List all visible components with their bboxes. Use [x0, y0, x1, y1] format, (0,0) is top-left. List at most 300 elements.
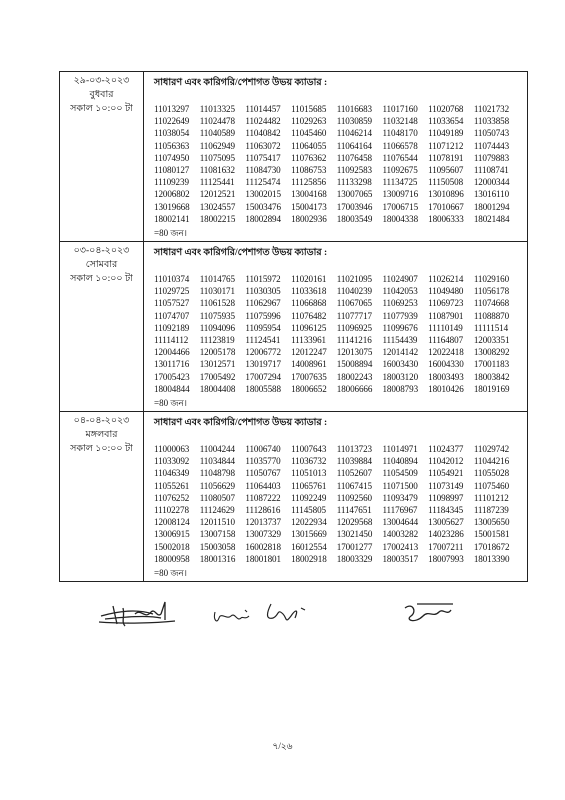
roll-number: 12003351	[473, 335, 510, 346]
roll-number: 12014142	[382, 347, 419, 358]
candidate-count: =80 জন।	[154, 398, 187, 409]
roll-number: 16003430	[382, 359, 419, 370]
page-number: ৭/২৬	[272, 741, 293, 751]
roll-number: 11029742	[473, 444, 510, 455]
roll-number: 18006333	[428, 213, 464, 224]
roll-number: 11075935	[199, 310, 235, 321]
roll-number: 11054921	[428, 468, 464, 479]
roll-number: 11039884	[336, 456, 372, 467]
roll-number: 14003282	[382, 529, 419, 540]
roll-number: 11030859	[336, 116, 372, 127]
roll-number: 11065761	[291, 480, 327, 491]
roll-number: 13004168	[291, 189, 327, 200]
roll-number: 11124541	[245, 335, 281, 346]
roll-row	[154, 273, 527, 285]
roll-number: 11046214	[336, 128, 372, 139]
roll-number: 11042012	[428, 456, 464, 467]
roll-number: 12011510	[199, 517, 235, 528]
roll-number: 11055261	[154, 480, 190, 491]
roll-number: 11063072	[245, 140, 281, 151]
roll-row	[154, 346, 527, 358]
roll-row	[154, 213, 527, 225]
roll-number: 11006740	[245, 444, 281, 455]
roll-number: 11078191	[428, 152, 464, 163]
roll-row	[154, 285, 527, 297]
roll-number: 11092189	[154, 322, 190, 333]
roll-number: 11057527	[154, 298, 190, 309]
roll-number: 18019169	[473, 383, 510, 394]
roll-number: 11108741	[473, 165, 509, 176]
roll-number: 11074443	[473, 140, 510, 151]
roll-number: 18001316	[199, 553, 236, 564]
roll-number: 11176967	[382, 505, 418, 516]
roll-number: 15002018	[154, 541, 190, 552]
signatures	[95, 594, 495, 640]
roll-number: 11154439	[382, 335, 418, 346]
roll-number: 11069253	[382, 298, 418, 309]
roll-row	[154, 383, 527, 395]
roll-number: 14023286	[428, 529, 464, 540]
roll-number: 11014971	[382, 444, 418, 455]
roll-number: 11145805	[291, 505, 326, 516]
roll-number: 11020768	[428, 104, 464, 114]
roll-number: 11111514	[473, 322, 509, 333]
roll-number: 18005588	[245, 383, 281, 394]
roll-number: 13019668	[154, 201, 190, 212]
roll-number: 11067065	[336, 298, 372, 309]
roll-number: 13002015	[245, 189, 281, 200]
date-cell	[60, 242, 144, 412]
schedule-row	[60, 242, 528, 412]
roll-number: 11035770	[245, 456, 281, 467]
roll-number: 17006715	[382, 201, 419, 212]
roll-number: 12006772	[245, 347, 281, 358]
roll-number: 11050743	[473, 128, 510, 139]
roll-row	[154, 188, 527, 200]
roll-number: 11040239	[336, 286, 372, 297]
roll-number: 11040894	[382, 456, 418, 467]
roll-number: 18003329	[336, 553, 373, 564]
roll-number: 11056363	[154, 140, 190, 151]
roll-number: 11147651	[336, 505, 372, 516]
roll-number: 11071500	[382, 480, 418, 491]
roll-number: 18002215	[199, 213, 236, 224]
roll-number: 11020161	[291, 274, 327, 285]
roll-row	[154, 310, 527, 322]
roll-number: 11064164	[336, 140, 372, 151]
roll-number: 15001581	[473, 529, 510, 540]
roll-number: 11048170	[382, 128, 418, 139]
roll-number: 11017160	[382, 104, 418, 114]
roll-number: 11013325	[199, 104, 235, 114]
roll-number: 11033618	[291, 286, 327, 297]
roll-number: 11067415	[336, 480, 372, 491]
roll-number: 11046349	[154, 468, 190, 479]
roll-number: 11030171	[199, 286, 235, 297]
roll-number: 11074950	[154, 152, 190, 163]
roll-number: 11133961	[291, 335, 326, 346]
roll-number: 11080127	[154, 165, 190, 176]
roll-number: 11125474	[245, 177, 281, 188]
roll-number: 13005650	[473, 517, 510, 528]
roll-row	[154, 152, 527, 164]
roll-number: 11024482	[245, 116, 281, 127]
roll-number: 18002141	[154, 213, 190, 224]
roll-number: 11123819	[199, 335, 235, 346]
roll-number: 18003120	[382, 371, 419, 382]
roll-number: 11101212	[473, 492, 509, 503]
roll-number: 11033654	[428, 116, 464, 127]
roll-number: 11022649	[154, 116, 190, 127]
roll-number: 12004466	[154, 347, 190, 358]
roll-number: 11038054	[154, 128, 190, 139]
roll-number: 11094096	[199, 322, 235, 333]
roll-number: 11084730	[245, 165, 281, 176]
roll-number: 13009716	[382, 189, 419, 200]
roll-number: 18013390	[473, 553, 510, 564]
roll-row	[154, 127, 527, 139]
roll-number: 11049189	[428, 128, 464, 139]
roll-number: 11141216	[336, 335, 372, 346]
roll-number: 11064055	[291, 140, 327, 151]
roll-row	[154, 492, 527, 504]
roll-number: 11079883	[473, 152, 510, 163]
roll-number-block	[154, 103, 527, 225]
roll-number: 11124629	[199, 505, 235, 516]
roll-number: 18002243	[336, 371, 373, 382]
roll-number: 11052607	[336, 468, 372, 479]
roll-number: 18021484	[473, 213, 510, 224]
roll-number: 12008124	[154, 517, 190, 528]
exam-time: সকাল ১০:০০ টা	[70, 104, 133, 114]
roll-number: 18003493	[428, 371, 464, 382]
roll-number: 11061528	[199, 298, 235, 309]
exam-day: সোমবার	[85, 260, 118, 271]
signature-1	[99, 602, 175, 626]
roll-number: 11150508	[428, 177, 464, 188]
roll-number: 11062949	[199, 140, 235, 151]
roll-number: 15003476	[245, 201, 281, 212]
roll-number: 12012521	[199, 189, 236, 200]
roll-number: 11024907	[382, 274, 418, 285]
roll-number: 11049480	[428, 286, 464, 297]
roll-number: 11045460	[291, 128, 327, 139]
roll-number: 11040589	[199, 128, 235, 139]
roll-number: 11092583	[336, 165, 372, 176]
roll-number: 11056629	[199, 480, 235, 491]
roll-number: 11110149	[428, 322, 463, 333]
roll-number: 11044216	[473, 456, 510, 467]
roll-number: 11026214	[428, 274, 464, 285]
roll-number: 11184345	[428, 505, 464, 516]
roll-number: 13008292	[473, 347, 510, 358]
roll-number: 18002936	[291, 213, 327, 224]
roll-number: 11032148	[382, 116, 418, 127]
roll-number: 16012554	[291, 541, 327, 552]
roll-row	[154, 140, 527, 152]
roll-number: 11088870	[473, 310, 510, 321]
roll-number: 18003549	[336, 213, 373, 224]
roll-number: 11114112	[154, 335, 189, 346]
candidates-cell	[144, 72, 528, 242]
roll-number: 11187239	[473, 505, 509, 516]
roll-number: 18004844	[154, 383, 190, 394]
roll-number: 13007065	[336, 189, 373, 200]
roll-row	[154, 334, 527, 346]
roll-row	[154, 103, 527, 115]
roll-number: 13019717	[245, 359, 281, 370]
exam-day: মঙ্গলবার	[85, 430, 118, 441]
schedule-row	[60, 72, 528, 242]
roll-number: 15004173	[291, 201, 327, 212]
roll-number: 11021732	[473, 104, 510, 114]
roll-number-block	[154, 273, 527, 395]
roll-number: 11014765	[199, 274, 235, 285]
roll-row	[154, 443, 527, 455]
roll-number: 11034844	[199, 456, 235, 467]
roll-number: 11128616	[245, 505, 281, 516]
roll-number: 11074668	[473, 298, 510, 309]
roll-number: 11093479	[382, 492, 418, 503]
roll-number: 17002413	[382, 541, 419, 552]
roll-number: 18007993	[428, 553, 464, 564]
roll-number: 18006652	[291, 383, 327, 394]
roll-number: 11062967	[245, 298, 281, 309]
roll-row	[154, 467, 527, 479]
roll-number: 13024557	[199, 201, 236, 212]
roll-row	[154, 528, 527, 540]
roll-row	[154, 322, 527, 334]
roll-number: 11134725	[382, 177, 418, 188]
roll-number: 15008894	[336, 359, 373, 370]
roll-number: 11029160	[473, 274, 510, 285]
roll-number: 17001277	[336, 541, 373, 552]
roll-number: 13007158	[199, 529, 236, 540]
roll-number: 18008793	[382, 383, 419, 394]
roll-number: 11010374	[154, 274, 190, 285]
roll-number: 13010896	[428, 189, 464, 200]
roll-number: 12000344	[473, 177, 510, 188]
roll-number: 17010667	[428, 201, 464, 212]
roll-number: 11030305	[245, 286, 281, 297]
roll-number: 12005178	[199, 347, 236, 358]
roll-number: 12013075	[336, 347, 373, 358]
roll-number: 11013297	[154, 104, 190, 114]
roll-number: 17007635	[291, 371, 327, 382]
exam-date: ২৯-০৩-২০২৩	[73, 76, 130, 86]
roll-number: 18002918	[291, 553, 327, 564]
roll-number: 11074707	[154, 310, 190, 321]
roll-number: 17003946	[336, 201, 373, 212]
signature-2	[214, 610, 249, 621]
roll-number: 17005492	[199, 371, 236, 382]
roll-number: 13007329	[245, 529, 281, 540]
exam-time: সকাল ১০:০০ টা	[70, 274, 133, 285]
roll-row	[154, 541, 527, 553]
roll-number: 17018672	[473, 541, 510, 552]
roll-number: 11087222	[245, 492, 281, 503]
roll-number: 12022418	[428, 347, 464, 358]
roll-number: 18001294	[473, 201, 510, 212]
roll-number: 18001801	[245, 553, 281, 564]
roll-number: 18006666	[336, 383, 373, 394]
roll-number: 13021450	[336, 529, 373, 540]
roll-number: 11133298	[336, 177, 372, 188]
roll-number: 11013723	[336, 444, 372, 455]
roll-number: 11007643	[291, 444, 327, 455]
roll-number: 15003058	[199, 541, 236, 552]
roll-number: 11069723	[428, 298, 464, 309]
roll-number: 11102278	[154, 505, 189, 516]
roll-number: 11098997	[428, 492, 464, 503]
roll-row	[154, 504, 527, 516]
roll-number: 11055028	[473, 468, 510, 479]
roll-number: 13011716	[154, 359, 190, 370]
roll-number: 11077939	[382, 310, 418, 321]
roll-number: 11014457	[245, 104, 281, 114]
roll-number: 18003842	[473, 371, 510, 382]
roll-number: 11092675	[382, 165, 418, 176]
exam-time: সকাল ১০:০০ টা	[70, 444, 133, 455]
roll-number: 11076252	[154, 492, 190, 503]
roll-number: 17005423	[154, 371, 190, 382]
roll-number: 11033092	[154, 456, 190, 467]
candidates-cell	[144, 412, 528, 582]
roll-number: 18000958	[154, 553, 190, 564]
cadre-label: সাধারণ এবং কারিগরি/পেশাগত উভয় ক্যাডার :	[154, 78, 328, 88]
roll-number: 11075460	[473, 480, 510, 491]
roll-number: 11021095	[336, 274, 372, 285]
roll-number: 11076362	[291, 152, 327, 163]
schedule-table	[59, 71, 528, 582]
roll-row	[154, 455, 527, 467]
roll-number: 12006802	[154, 189, 190, 200]
roll-row	[154, 480, 527, 492]
roll-row	[154, 115, 527, 127]
roll-number: 11075095	[199, 152, 235, 163]
roll-number: 11087901	[428, 310, 464, 321]
exam-date: ০৪-০৪-২০২৩	[73, 416, 130, 427]
exam-date: ০৩-০৪-২০২৩	[73, 246, 130, 257]
roll-number: 11095607	[428, 165, 464, 176]
roll-number: 13015669	[291, 529, 327, 540]
roll-number: 11086753	[291, 165, 327, 176]
roll-number: 11000063	[154, 444, 190, 455]
candidate-count: =80 জন।	[154, 228, 187, 239]
roll-number: 11075996	[245, 310, 281, 321]
roll-number: 16002818	[245, 541, 281, 552]
roll-number: 13016110	[473, 189, 510, 200]
roll-number: 11076482	[291, 310, 327, 321]
roll-number: 11077717	[336, 310, 372, 321]
candidates-cell	[144, 242, 528, 412]
signature-4	[405, 604, 453, 621]
roll-number: 11050767	[245, 468, 281, 479]
roll-number: 11092560	[336, 492, 372, 503]
roll-number: 11066578	[382, 140, 418, 151]
roll-number-block	[154, 443, 527, 565]
roll-number: 13006915	[154, 529, 190, 540]
roll-number: 11125441	[199, 177, 235, 188]
roll-number: 13005627	[428, 517, 464, 528]
roll-number: 17007294	[245, 371, 281, 382]
roll-number: 11081632	[199, 165, 235, 176]
roll-number: 17001183	[473, 359, 510, 370]
roll-number: 12013737	[245, 517, 281, 528]
roll-number: 11029725	[154, 286, 190, 297]
candidate-count: =80 জন।	[154, 568, 187, 579]
roll-number: 17007211	[428, 541, 464, 552]
roll-row	[154, 371, 527, 383]
cadre-label: সাধারণ এবং কারিগরি/পেশাগত উভয় ক্যাডার :	[154, 248, 328, 259]
roll-number: 11096125	[291, 322, 327, 333]
roll-number: 13004644	[382, 517, 419, 528]
roll-number: 11109239	[154, 177, 189, 188]
roll-number: 11051013	[291, 468, 327, 479]
roll-number: 13012571	[199, 359, 236, 370]
roll-number: 11036732	[291, 456, 327, 467]
roll-number: 11071212	[428, 140, 464, 151]
roll-row	[154, 201, 527, 213]
roll-number: 11066868	[291, 298, 327, 309]
roll-number: 18004338	[382, 213, 419, 224]
roll-row	[154, 516, 527, 528]
roll-number: 16004330	[428, 359, 464, 370]
roll-row	[154, 553, 527, 565]
roll-number: 11015685	[291, 104, 327, 114]
roll-number: 11056178	[473, 286, 510, 297]
roll-number: 11095954	[245, 322, 281, 333]
roll-number: 11064403	[245, 480, 281, 491]
roll-number: 11004244	[199, 444, 235, 455]
roll-row	[154, 176, 527, 188]
roll-number: 12022934	[291, 517, 327, 528]
roll-number: 11033858	[473, 116, 510, 127]
date-cell	[60, 412, 144, 582]
roll-row	[154, 164, 527, 176]
roll-number: 12012247	[291, 347, 327, 358]
roll-number: 11092249	[291, 492, 327, 503]
roll-number: 18003517	[382, 553, 419, 564]
roll-number: 11099676	[382, 322, 418, 333]
roll-number: 12029568	[336, 517, 373, 528]
roll-number: 11024377	[428, 444, 464, 455]
roll-number: 11048798	[199, 468, 235, 479]
roll-number: 11042053	[382, 286, 418, 297]
cadre-label: সাধারণ এবং কারিগরি/পেশাগত উভয় ক্যাডার :	[154, 418, 328, 429]
roll-number: 11125856	[291, 177, 326, 188]
roll-number: 11096925	[336, 322, 372, 333]
roll-number: 11076544	[382, 152, 418, 163]
roll-number: 11164807	[428, 335, 464, 346]
roll-number: 11075417	[245, 152, 281, 163]
exam-day: বুধবার	[89, 90, 114, 100]
roll-row	[154, 358, 527, 370]
roll-number: 11073149	[428, 480, 464, 491]
roll-number: 11015972	[245, 274, 281, 285]
roll-number: 18010426	[428, 383, 464, 394]
roll-number: 14008961	[291, 359, 327, 370]
roll-number: 11054509	[382, 468, 418, 479]
roll-number: 11029263	[291, 116, 327, 127]
date-cell	[60, 72, 144, 242]
roll-row	[154, 297, 527, 309]
roll-number: 11040842	[245, 128, 281, 139]
roll-number: 18004408	[199, 383, 236, 394]
roll-number: 11016683	[336, 104, 372, 114]
signature-3	[268, 604, 306, 620]
roll-number: 11024478	[199, 116, 235, 127]
